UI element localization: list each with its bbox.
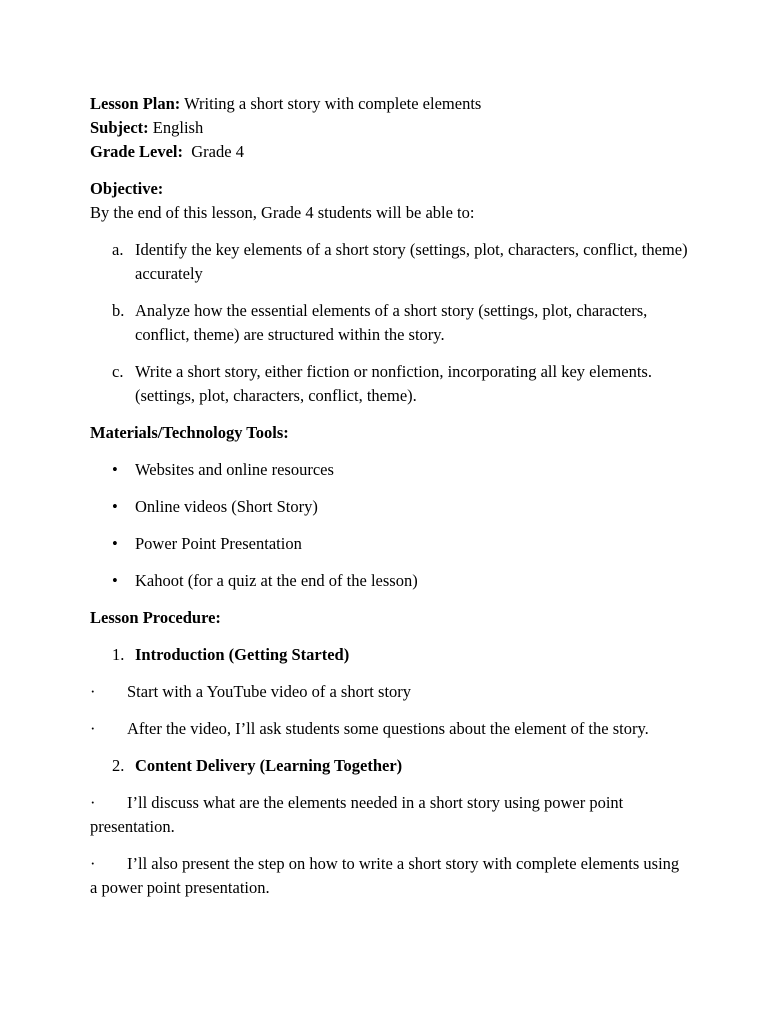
procedure-step-content-delivery [90,754,690,778]
point-text: Start with a YouTube video of a short story [127,682,412,701]
dot-marker: · [90,682,96,701]
step-title: Introduction (Getting Started) [135,645,350,664]
list-item [90,458,690,482]
bullet-marker: • [112,571,118,590]
procedure-point [90,717,690,741]
list-item [90,569,690,593]
step-title: Content Delivery (Learning Together) [135,756,403,775]
procedure-point [90,680,690,704]
step-marker: 1. [112,645,125,664]
bullet-marker: • [112,460,118,479]
list-item [90,299,690,347]
point-text: I’ll discuss what are the elements needed in a short story using power point presentation. [90,793,624,836]
lesson-plan-line [90,92,690,116]
list-item-text: Identify the key elements of a short story (settings, plot, characters, conflict, theme) accurately [135,240,688,283]
list-marker: c. [112,362,124,381]
grade-level-value: Grade 4 [183,142,244,161]
grade-level-line [90,140,690,164]
point-text: I’ll also present the step on how to write a short story with complete elements using a power point presentation. [90,854,680,897]
list-item-text: Power Point Presentation [135,534,302,553]
lesson-plan-value: Writing a short story with complete elements [180,94,482,113]
grade-level-label: Grade Level: [90,142,184,161]
dot-marker: · [90,793,96,812]
objective-intro: By the end of this lesson, Grade 4 students will be able to: [90,203,475,222]
dot-marker: · [90,854,96,873]
materials-list [90,458,690,593]
procedure-step-introduction [90,643,690,667]
document-content [90,92,690,900]
list-item-text: Online videos (Short Story) [135,497,318,516]
list-marker: b. [112,301,125,320]
procedure-point [90,852,690,900]
dot-marker: · [90,719,96,738]
subject-value: English [148,118,204,137]
list-marker: a. [112,240,124,259]
objective-heading: Objective: [90,179,164,198]
procedure-heading: Lesson Procedure: [90,608,221,627]
list-item-text: Websites and online resources [135,460,334,479]
list-item-text: Analyze how the essential elements of a short story (settings, plot, characters, conflict, theme) are structured within the story. [135,301,648,344]
list-item [90,495,690,519]
list-item [90,238,690,286]
bullet-marker: • [112,497,118,516]
list-item-text: Kahoot (for a quiz at the end of the lesson) [135,571,418,590]
list-item [90,532,690,556]
lesson-plan-label: Lesson Plan: [90,94,181,113]
point-text: After the video, I’ll ask students some questions about the element of the story. [127,719,649,738]
list-item-text: Write a short story, either fiction or nonfiction, incorporating all key elements. (settings, plot, characters, conflict, theme). [135,362,652,405]
objective-list [90,238,690,408]
materials-heading: Materials/Technology Tools: [90,423,289,442]
list-item [90,360,690,408]
step-marker: 2. [112,756,125,775]
bullet-marker: • [112,534,118,553]
procedure-point [90,791,690,839]
subject-line [90,116,690,140]
subject-label: Subject: [90,118,149,137]
